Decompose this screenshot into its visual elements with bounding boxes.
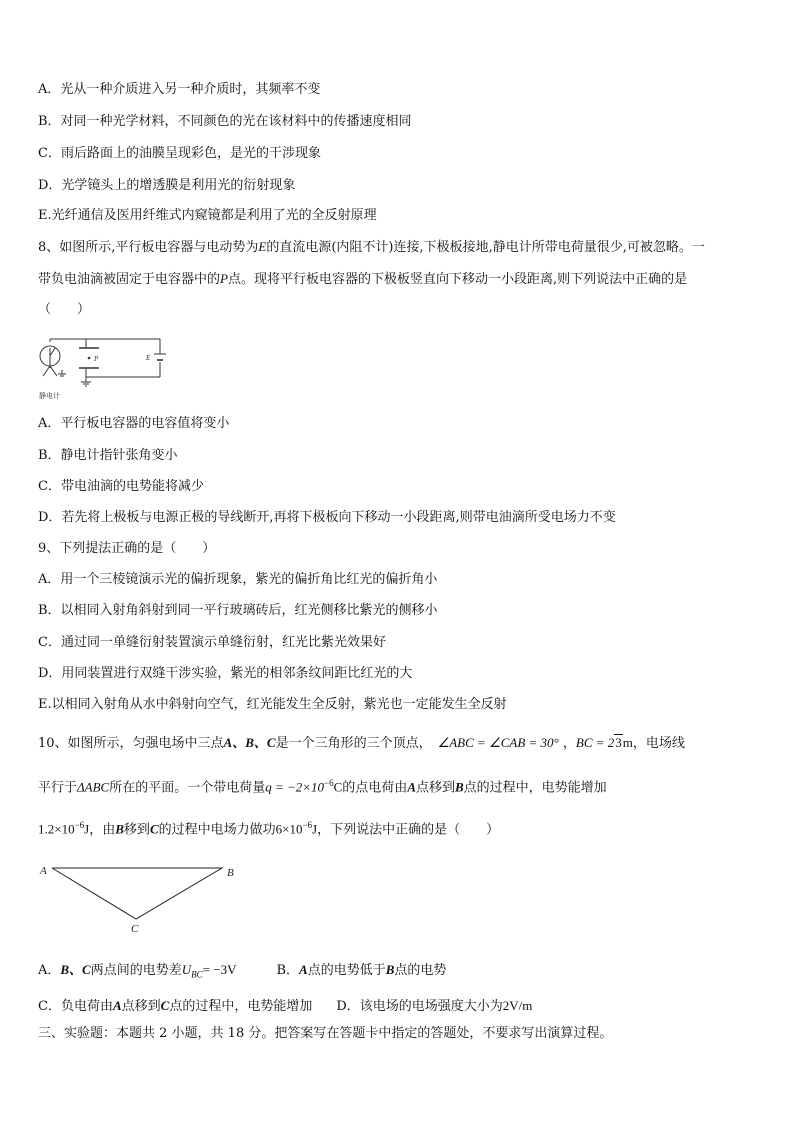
fig-label-electrometer: 静电计 <box>39 392 60 400</box>
q10-voltage-symbol: U <box>181 962 192 977</box>
q10-field-value: 2V/m <box>502 998 533 1013</box>
q10-work-value: 6×10 <box>275 821 303 837</box>
q10-stem-line1: 10、如图所示，匀强电场中三点A、B、C是一个三角形的三个顶点， ∠ABC = ∠CAB = 30° ，BC = 23m，电场线 <box>38 735 685 751</box>
fig-label-a: A <box>40 865 47 877</box>
q8-option-d: D．若先将上极板与电源正极的导线断开,再将下极板向下移动一小段距离,则带电油滴所受电场力不变 <box>38 510 616 525</box>
q10-angle-formula: ∠ABC = ∠CAB = 30° <box>437 735 559 750</box>
fig-label-e: E <box>146 354 151 362</box>
q10-point: A <box>112 998 122 1013</box>
q10-subscript: BC <box>191 969 203 980</box>
q10-point: B <box>455 779 464 795</box>
q10-option-a-label: A． <box>38 963 61 978</box>
q10-text: 两点间的电势差 <box>90 963 182 978</box>
q10-text: ，由 <box>89 822 116 838</box>
q10-text: ，电场线 <box>632 736 685 751</box>
q10-text: 点的电势 <box>394 963 447 978</box>
q10-stem-line3 <box>38 815 499 840</box>
q10-point: B <box>385 962 395 977</box>
q8-circuit-figure <box>34 330 184 402</box>
q8-stem-text: 带负电油滴被固定于电容器中的 <box>38 272 221 287</box>
fig-label-c: C <box>131 923 139 935</box>
q10-options-row1 <box>38 960 446 985</box>
q10-options-row2 <box>38 996 532 1017</box>
q10-triangle-figure <box>36 858 246 938</box>
q10-voltage-value: = −3V <box>202 962 237 977</box>
q10-point: A <box>407 779 416 795</box>
triangle-abc <box>52 868 222 919</box>
q10-text: 所在的平面。一个带电荷量 <box>109 780 266 796</box>
q9-option-e: E.以相同入射角从水中斜射向空气，红光能发生全反射，紫光也一定能发生全反射 <box>38 697 507 712</box>
q7-option-e: E.光纤通信及医用纤维式内窥镜都是利用了光的全反射原理 <box>38 208 377 223</box>
q10-energy-value: 1.2×10 <box>38 821 75 837</box>
fig-label-b: B <box>227 867 234 879</box>
q9-option-a: A．用一个三棱镜演示光的偏折现象，紫光的偏折角比红光的偏折角小 <box>38 572 438 587</box>
q10-point: C <box>160 998 170 1013</box>
q10-option-b-label: B． <box>276 963 300 978</box>
fig-label-p: P <box>94 355 99 363</box>
q8-stem-text: 点。现将平行板电容器的下极板竖直向下移动一小段距离,则下列说法中正确的是 <box>227 272 688 287</box>
q10-points: B、C <box>60 962 91 977</box>
q8-stem-text: 的直流电源(内阻不计)连接,下极板接地,静电计所带电荷量很少,可被忽略。一 <box>266 240 705 255</box>
q10-text: 的过程中电场力做功 <box>158 822 276 838</box>
q7-option-d: D．光学镜头上的增透膜是利用光的衍射现象 <box>38 178 296 193</box>
q9-option-d: D．用同装置进行双缝干涉实验，紫光的相邻条纹间距比红光的大 <box>38 666 413 681</box>
q7-option-a: A．光从一种介质进入另一种介质时，其频率不变 <box>38 82 321 97</box>
q10-point: C <box>149 821 159 837</box>
q10-point: B <box>115 821 124 837</box>
q8-emf-symbol: E <box>258 239 267 254</box>
q10-text: 10、如图所示，匀强电场中三点 <box>38 736 224 751</box>
q8-answer-bracket: （ ） <box>38 302 91 317</box>
q8-stem-text: 8、如图所示,平行板电容器与电动势为 <box>38 240 259 255</box>
q10-triangle: ΔABC <box>77 779 110 795</box>
q8-option-a: A．平行板电容器的电容值将变小 <box>38 416 230 431</box>
q9-option-b: B．以相同入射角斜射到同一平行玻璃砖后，红光侧移比紫光的侧移小 <box>38 603 438 618</box>
q10-text: 移到 <box>123 822 150 838</box>
q8-option-b: B．静电计指针张角变小 <box>38 448 178 463</box>
q10-text: 的点电荷由 <box>342 780 408 796</box>
q10-point: A <box>299 962 308 977</box>
q10-text: ，下列说法中正确的是（ ） <box>317 822 500 838</box>
q10-bc-formula: BC = 2 <box>575 735 615 750</box>
q10-sqrt: 3 <box>615 735 622 750</box>
q7-option-c: C．雨后路面上的油膜呈现彩色，是光的干涉现象 <box>38 146 321 161</box>
section-3-heading: 三、实验题：本题共 2 小题，共 18 分。把答案写在答题卡中指定的答题处，不要求写出演算过程。 <box>38 1026 613 1041</box>
q10-text: 点移到 <box>415 780 455 796</box>
q10-text: 平行于 <box>38 780 78 796</box>
q10-exponent: −6 <box>74 820 85 830</box>
q10-unit: m <box>622 735 633 750</box>
q8-option-c: C．带电油滴的电势能将减少 <box>38 479 204 494</box>
q10-text: 点移到 <box>121 999 161 1014</box>
q8-point-symbol: P <box>220 271 228 286</box>
q8-stem-line2 <box>38 269 687 290</box>
q10-exponent: −6 <box>324 778 334 788</box>
q10-text: 点的电势低于 <box>307 963 386 978</box>
q10-points: A、B、C <box>223 735 276 750</box>
q10-unit: J <box>312 821 318 837</box>
q10-option-c-label: C．负电荷由 <box>38 999 113 1014</box>
q10-unit: C <box>333 779 343 795</box>
q10-text: 点的过程中，电势能增加 <box>169 999 313 1014</box>
q10-stem-line2 <box>38 773 607 798</box>
q7-option-b: B．对同一种光学材料，不同颜色的光在该材料中的传播速度相同 <box>38 114 412 129</box>
q10-option-d-label: D．该电场的电场强度大小为 <box>336 999 503 1014</box>
q10-exponent: −6 <box>302 820 313 830</box>
q10-text: 点的过程中，电势能增加 <box>463 780 607 796</box>
q10-charge-formula: q = −2×10 <box>265 779 325 795</box>
q10-text: 是一个三角形的三个顶点， <box>275 736 432 751</box>
oil-drop-point <box>88 357 91 360</box>
q9-stem: 9、下列提法正确的是（ ） <box>38 541 216 556</box>
q8-stem-line1 <box>38 237 705 258</box>
q10-unit: J <box>84 821 90 837</box>
q9-option-c: C．通过同一单缝衍射装置演示单缝衍射，红光比紫光效果好 <box>38 635 386 650</box>
